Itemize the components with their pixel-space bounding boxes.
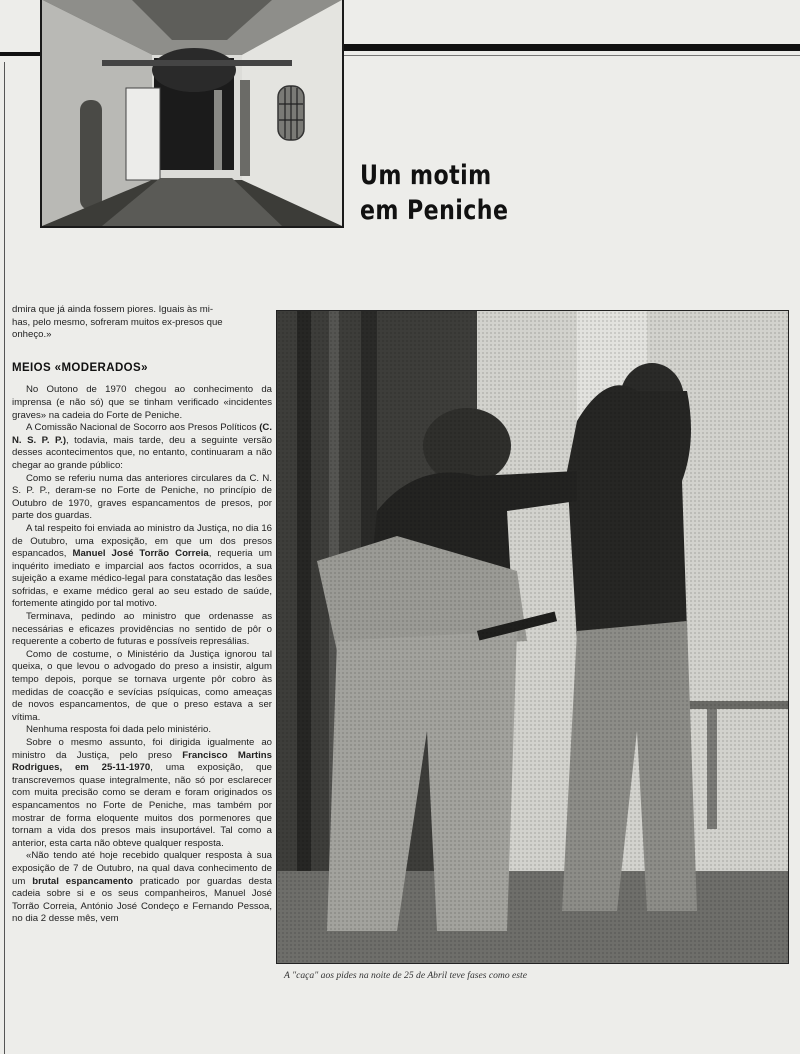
paragraph-8-text-a: Sobre o mesmo assunto, foi dirigida igualmente ao ministro da Justiça, pelo preso [12,737,272,761]
paragraph-9-text-a: «Não tendo até hoje recebido qualquer resposta à sua exposição de 7 de Outubro, na qual dava conhecimento de um [12,850,272,887]
intro-line-2: has, pelo mesmo, sofreram muitos ex-presos que [12,316,223,328]
corridor-photo [40,0,344,228]
page-frame-left-rule [4,62,5,1054]
paragraph-8-name: Francisco Martins Rodrigues [12,749,272,774]
paragraph-3: Como se referiu numa das anteriores circulares da C. N. S. P. P., deram-se no Forte de Peniche, no princípio de Outubro de 1970, graves espancamentos de presos, por parte dos guardas. [12,472,272,522]
paragraph-1: No Outono de 1970 chegou ao conhecimento da imprensa (e não só) que se tinham verificado «incidentes graves» na cadeia do Forte de Peniche. [12,384,272,421]
paragraph-2-text-c: , todavia, mais tarde, deu a seguinte versão desses acontecimentos que, no entanto, continuaram a não chegar ao grande público: [12,434,272,471]
paragraph-2 [12,422,272,472]
paragraph-2-acronym: (C. N. S. P. P.) [12,422,272,446]
paragraph-9-text-c: praticado por guardas desta cadeia sobre si e os seus companheiros, Manuel José Torrão Correia, António José Condeço e Fernando Pessoa, no dia 2 desse mês, vem [12,875,273,925]
intro-line-1: dmira que já ainda fossem piores. Iguais às mi- [12,304,214,315]
paragraph-4-text-c: , requeria um inquérito imediato e imparcial aos factos ocorridos, a sua sujeição a exame médico-legal para constatação das lesões sofridas, e exame médico geral ao seu estado de saúde, fortemente atingido por tal motivo. [12,548,272,610]
section-title: MEIOS «MODERADOS» [12,361,148,374]
header-rule-left [0,52,42,56]
paragraph-9 [12,850,272,926]
paragraph-2-text-a: A Comissão Nacional de Socorro aos Presos Políticos [26,422,260,434]
article-body [12,304,272,926]
article-headline [360,158,606,228]
paragraph-8-text-d: , uma exposição, que transcrevemos quase integralmente, não só por esclarecer com muita precisão como se deram e foram originados os espancamentos no Forte de Peniche, mas também por mostrar de forma eloquente muitos dos pormenores que tornam a vida dos presos mais insuportável. Tal como a anterior, esta carta não obteve qualquer resposta. [12,762,272,849]
main-photo [276,310,789,964]
paragraph-9-emphasis: brutal espancamento [32,875,133,887]
header-rule-thin [340,55,800,56]
headline-line-1: Um motim [360,160,492,191]
paragraph-4-text-a: A tal respeito foi enviada ao ministro da Justiça, no dia 16 de Outubro, uma exposição, em que um dos presos espancados, [12,522,272,560]
paragraph-5: Terminava, pedindo ao ministro que ordenasse as necessárias e eficazes providências no sentido de pôr o requerente a coberto de futuras e possíveis represálias. [12,611,272,648]
paragraph-8 [12,737,272,850]
paragraph-7: Nenhuma resposta foi dada pelo ministério. [26,724,212,736]
paragraph-8-date: , em 25-11-1970 [59,762,151,774]
intro-line-3: onheço.» [12,329,52,341]
header-rule-right [340,44,800,51]
headline-line-2: em Peniche [360,195,509,226]
paragraph-4-name: Manuel José Torrão Correia [72,548,209,560]
paragraph-4 [12,523,272,611]
photo-caption: A "caça" aos pides na noite de 25 de Abril teve fases como este [284,970,527,981]
paragraph-6: Como de costume, o Ministério da Justiça ignorou tal queixa, o que levou o advogado do preso a insistir, algum tempo depois, porque se tornava urgente pôr cobro às medidas de coacção e sevícias psíquicas, como ameaças de novos espancamentos, de que o preso estava a ser vítima. [12,648,272,723]
